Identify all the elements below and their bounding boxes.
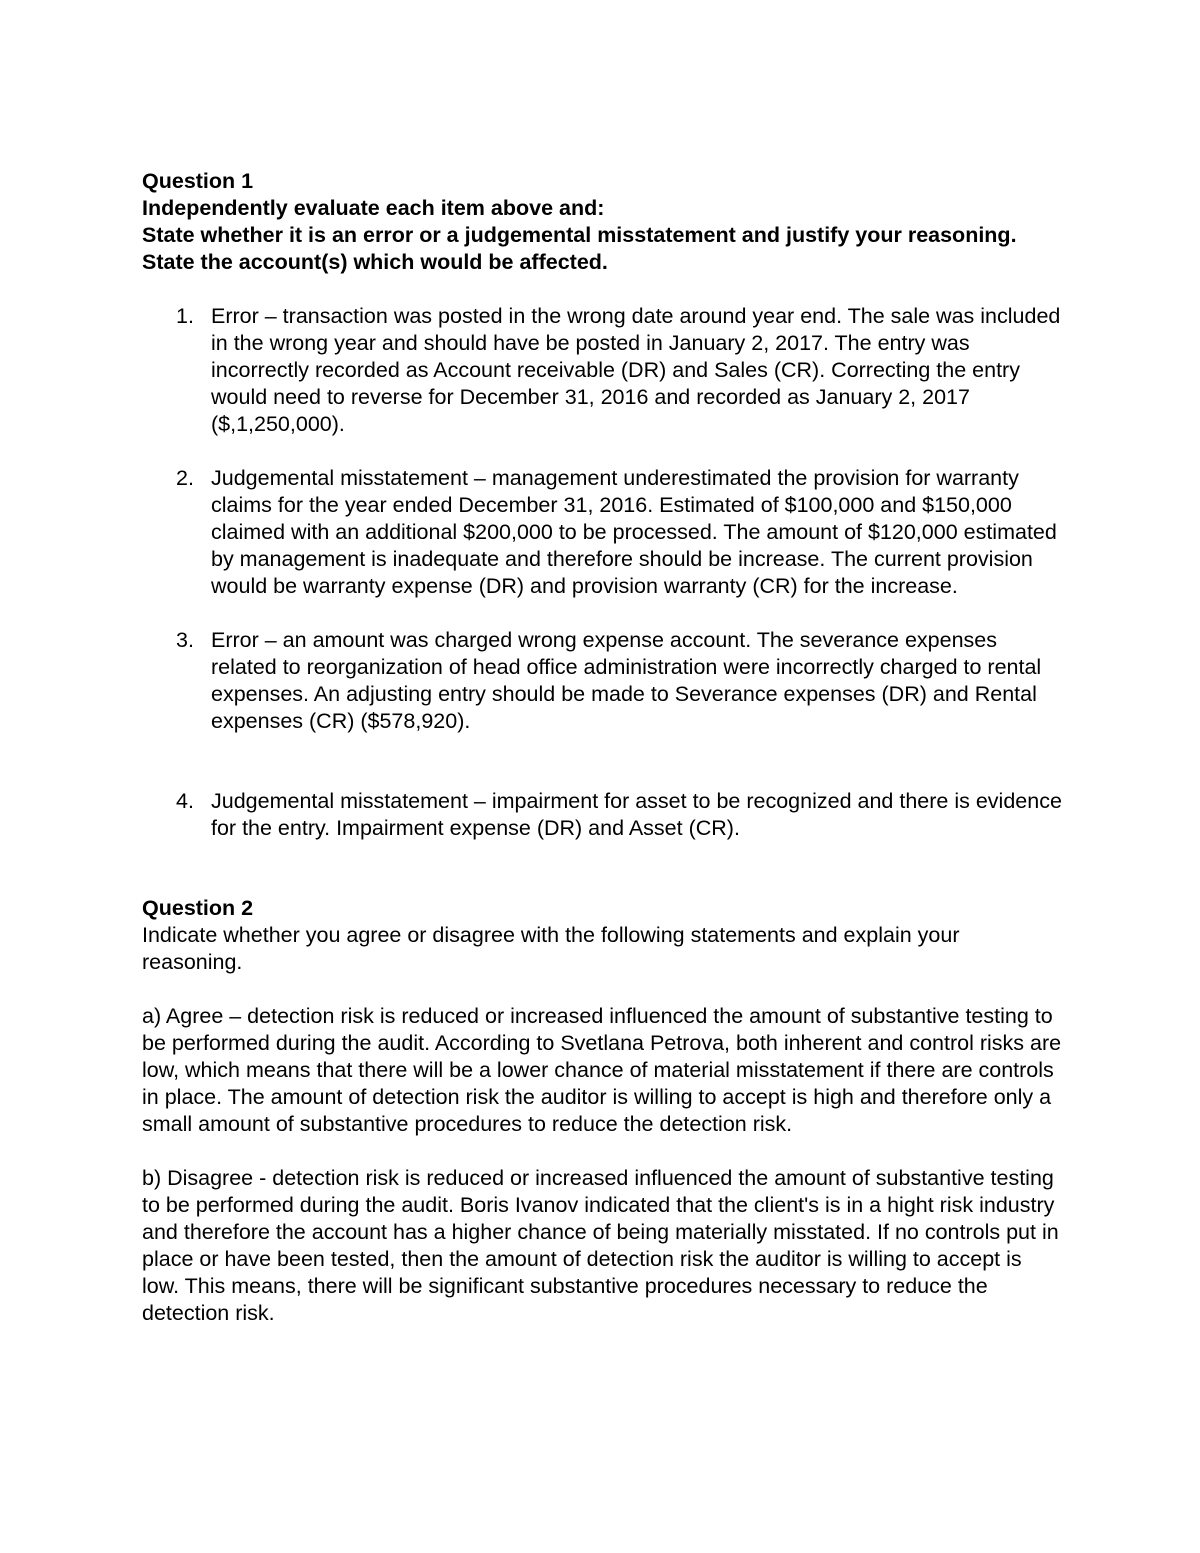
- question-1-answer-list: [142, 303, 1062, 842]
- answer-number: 3.: [176, 628, 194, 652]
- document-page: [142, 168, 1062, 1327]
- answer-item-1: [142, 303, 1062, 438]
- answer-number: 1.: [176, 304, 194, 328]
- answer-number: 2.: [176, 466, 194, 490]
- answer-number: 4.: [176, 789, 194, 813]
- answer-text: Error – an amount was charged wrong expense account. The severance expenses related to reorganization of head office administration were incorrectly charged to rental expenses. An adjusting entry should be made to Severance expenses (DR) and Rental expenses (CR) ($578,920).: [211, 628, 1042, 733]
- question-2-title: Question 2: [142, 896, 254, 920]
- answer-item-3: [142, 627, 1062, 735]
- answer-item-2: [142, 465, 1062, 600]
- question-1-instruction-2: State whether it is an error or a judgemental misstatement and justify your reasoning. State the account(s) which would be affected.: [142, 223, 1017, 274]
- question-2-answer-a: a) Agree – detection risk is reduced or increased influenced the amount of substantive testing to be performed during the audit. According to Svetlana Petrova, both inherent and control risks are low, which means that there will be a lower chance of material misstatement if there are controls in place. The amount of detection risk the auditor is willing to accept is high and therefore only a small amount of substantive procedures to reduce the detection risk.: [142, 1004, 1062, 1136]
- question-1-title: Question 1: [142, 169, 254, 193]
- question-2-answer-b: b) Disagree - detection risk is reduced or increased influenced the amount of substantive testing to be performed during the audit. Boris Ivanov indicated that the client's is in a hight risk industry and therefore the account has a higher chance of being materially misstated. If no controls put in place or have been tested, then the amount of detection risk the auditor is willing to accept is low. This means, there will be significant substantive procedures necessary to reduce the detection risk.: [142, 1166, 1059, 1325]
- answer-text: Judgemental misstatement – impairment for asset to be recognized and there is evidence for the entry. Impairment expense (DR) and Asset (CR).: [211, 789, 1062, 840]
- question-1-instruction-1: Independently evaluate each item above and:: [142, 196, 605, 220]
- question-2-instruction: Indicate whether you agree or disagree with the following statements and explain your reasoning.: [142, 923, 960, 974]
- answer-item-4: [142, 788, 1062, 842]
- answer-text: Judgemental misstatement – management underestimated the provision for warranty claims for the year ended December 31, 2016. Estimated of $100,000 and $150,000 claimed with an additional $200,000 to be processed. The amount of $120,000 estimated by management is inadequate and therefore should be increase. The current provision would be warranty expense (DR) and provision warranty (CR) for the increase.: [211, 466, 1057, 598]
- answer-text: Error – transaction was posted in the wrong date around year end. The sale was included in the wrong year and should have be posted in January 2, 2017. The entry was incorrectly recorded as Account receivable (DR) and Sales (CR). Correcting the entry would need to reverse for December 31, 2016 and recorded as January 2, 2017 ($,1,250,000).: [211, 304, 1061, 436]
